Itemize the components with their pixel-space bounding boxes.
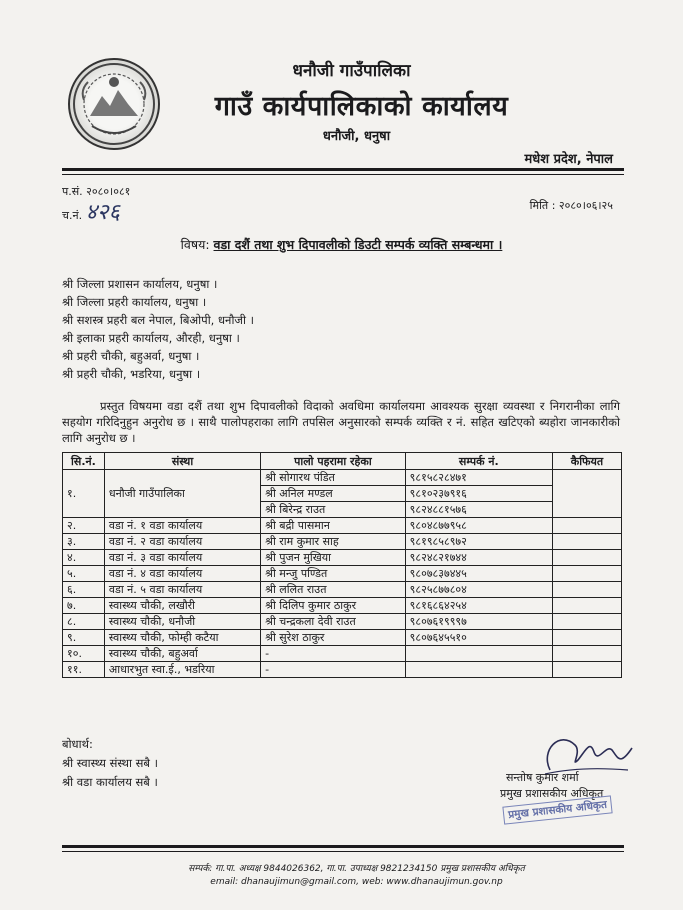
cell-sn: ४. [63, 550, 105, 566]
col-header-sn: सि.नं. [63, 453, 105, 470]
cell-remarks [552, 534, 621, 550]
cell-remarks [552, 614, 621, 630]
cell-remarks [552, 518, 621, 534]
header-rule [62, 168, 624, 171]
cell-phone: ९८०७६१९९९७ [405, 614, 552, 630]
col-header-persons: पालो पहरामा रहेका [261, 453, 405, 470]
cell-org: स्वास्थ्य चौकी, लखौरी [104, 598, 260, 614]
table-row [63, 550, 622, 566]
municipality-name: धनौजी गाउँपालिका [292, 61, 411, 81]
cell-org: स्वास्थ्य चौकी, बहुअर्वा [104, 646, 260, 662]
cell-remarks [552, 550, 621, 566]
cell-phone: ९८२५८७७८०४ [405, 582, 552, 598]
cell-person: श्री बिरेन्द्र राउत [261, 502, 405, 518]
cell-org: वडा नं. ३ वडा कार्यालय [104, 550, 260, 566]
cell-phone: ९८०७६४५५१० [405, 630, 552, 646]
cell-person: - [261, 662, 405, 678]
table-row [63, 662, 622, 678]
cell-phone: ९८०७८३७४४५ [405, 566, 552, 582]
province-name: मधेश प्रदेश, नेपाल [524, 152, 613, 167]
cell-sn: ७. [63, 598, 105, 614]
addressee: श्री सशस्त्र प्रहरी बल नेपाल, बिओपी, धनौजी । [62, 313, 254, 327]
addressee: श्री इलाका प्रहरी कार्यालय, औरही, धनुषा । [62, 331, 240, 345]
footer-rule-thin [62, 851, 624, 852]
addressee: श्री जिल्ला प्रशासन कार्यालय, धनुषा । [62, 277, 218, 291]
cell-person: श्री पुजन मुखिया [261, 550, 405, 566]
addressee: श्री प्रहरी चौकी, बहुअर्वा, धनुषा । [62, 349, 200, 363]
signatory-name: सन्तोष कुमार शर्मा [506, 771, 579, 784]
table-row [63, 614, 622, 630]
bodhartha-item: श्री स्वास्थ्य संस्था सबै । [62, 756, 158, 770]
cell-sn: ११. [63, 662, 105, 678]
signatory-title: प्रमुख प्रशासकीय अधिकृत [500, 787, 604, 800]
cell-sn: ६. [63, 582, 105, 598]
cell-remarks [552, 646, 621, 662]
cell-sn: ३. [63, 534, 105, 550]
cell-sn: १०. [63, 646, 105, 662]
cell-org: वडा नं. ५ वडा कार्यालय [104, 582, 260, 598]
col-header-org: संस्था [104, 453, 260, 470]
subject-label: विषय: [180, 237, 210, 252]
cell-org: वडा नं. २ वडा कार्यालय [104, 534, 260, 550]
cell-org: आधारभुत स्वा.ई., भडरिया [104, 662, 260, 678]
cell-remarks [552, 662, 621, 678]
office-address: धनौजी, धनुषा [322, 129, 391, 144]
cell-person: श्री मन्जु पण्डित [261, 566, 405, 582]
cell-person: श्री सुरेश ठाकुर [261, 630, 405, 646]
bodhartha-block [62, 735, 158, 792]
footer-contact: सम्पर्क: गा.पा. अध्यक्ष 9844026362, गा.पा. उपाध्यक्ष 9821234150 प्रमुख प्रशासकीय अधिकृत [188, 864, 525, 874]
patra-sankhya: प.सं. २०८०।०८१ [62, 185, 131, 198]
cell-remarks [552, 582, 621, 598]
chalani-line [62, 196, 120, 226]
cell-sn: २. [63, 518, 105, 534]
cell-remarks [552, 598, 621, 614]
table-row [63, 598, 622, 614]
cell-org: वडा नं. १ वडा कार्यालय [104, 518, 260, 534]
cell-phone: ९८१६८६४२५४ [405, 598, 552, 614]
body-paragraph: प्रस्तुत विषयमा वडा दशैं तथा शुभ दिपावलीको विदाको अवधिमा कार्यालयमा आवश्यक सुरक्षा व्यवस्था र निगरानीका लागि सहयोग गरिदिनुहुन अनुरोध छ । साथै पालोपहराका लागि तपसिल अनुसारको सम्पर्क व्यक्ति र नं. सहित खटिएको ब्यहोरा जानकारीको लागि अनुरोध छ । [62, 399, 620, 445]
cell-person: श्री चन्द्रकला देवी राउत [261, 614, 405, 630]
cell-person: श्री दिलिप कुमार ठाकुर [261, 598, 405, 614]
chalani-number: ४२६ [85, 200, 120, 225]
table-row [63, 582, 622, 598]
cell-sn: १. [63, 470, 105, 518]
header-rule-thin [62, 174, 624, 175]
footer-rule [62, 845, 624, 848]
cell-org: स्वास्थ्य चौकी, धनौजी [104, 614, 260, 630]
cell-org: धनौजी गाउँपालिका [104, 470, 260, 518]
bodhartha-item: श्री वडा कार्यालय सबै । [62, 775, 158, 789]
col-header-phone: सम्पर्क नं. [405, 453, 552, 470]
cell-person: श्री राम कुमार साह [261, 534, 405, 550]
office-name: गाउँ कार्यपालिकाको कार्यालय [214, 91, 509, 122]
subject-line [0, 236, 683, 253]
table-row [63, 470, 622, 486]
cell-org: वडा नं. ४ वडा कार्यालय [104, 566, 260, 582]
official-stamp: प्रमुख प्रशासकीय अधिकृत [502, 795, 613, 824]
addressee: श्री जिल्ला प्रहरी कार्यालय, धनुषा । [62, 295, 207, 309]
cell-person: श्री सोगारथ पंडित [261, 470, 405, 486]
cell-sn: ९. [63, 630, 105, 646]
cell-person: श्री बद्री पासमान [261, 518, 405, 534]
col-header-remarks: कैफियत [552, 453, 621, 470]
table-row [63, 646, 622, 662]
cell-person: श्री अनिल मण्डल [261, 486, 405, 502]
table-row [63, 566, 622, 582]
cell-person: - [261, 646, 405, 662]
table-row [63, 630, 622, 646]
cell-phone: ९८१९८५८९७२ [405, 534, 552, 550]
cell-sn: ८. [63, 614, 105, 630]
footer-web: email: dhanaujimun@gmail.com, web: www.dhanaujimun.gov.np [210, 877, 503, 887]
cell-phone: ९८२४८२१७४४ [405, 550, 552, 566]
bodhartha-label: बोधार्थ: [62, 737, 93, 751]
table-header-row [63, 453, 622, 470]
cell-phone: ९८२४८८१५७६ [405, 502, 552, 518]
cell-phone: ९८१०२३७९१६ [405, 486, 552, 502]
cell-sn: ५. [63, 566, 105, 582]
cell-phone [405, 662, 552, 678]
chalani-label: च.नं. [62, 209, 83, 222]
cell-remarks [552, 630, 621, 646]
cell-remarks [552, 566, 621, 582]
duty-contact-table [62, 452, 622, 678]
subject-text: वडा दशैं तथा शुभ दिपावलीको डिउटी सम्पर्क व्यक्ति सम्बन्धमा । [213, 237, 503, 252]
table-row [63, 518, 622, 534]
cell-phone [405, 646, 552, 662]
cell-phone: ९८०४८७७९५८ [405, 518, 552, 534]
cell-remarks [552, 470, 621, 518]
cell-org: स्वास्थ्य चौकी, फोम्ही कटैया [104, 630, 260, 646]
table-body [63, 470, 622, 678]
letter-date: मिति : २०८०।०६।२५ [529, 199, 613, 212]
table-row [63, 534, 622, 550]
cell-phone: ९८१५८२८४७१ [405, 470, 552, 486]
addressee: श्री प्रहरी चौकी, भडरिया, धनुषा । [62, 367, 201, 381]
cell-person: श्री ललित राउत [261, 582, 405, 598]
